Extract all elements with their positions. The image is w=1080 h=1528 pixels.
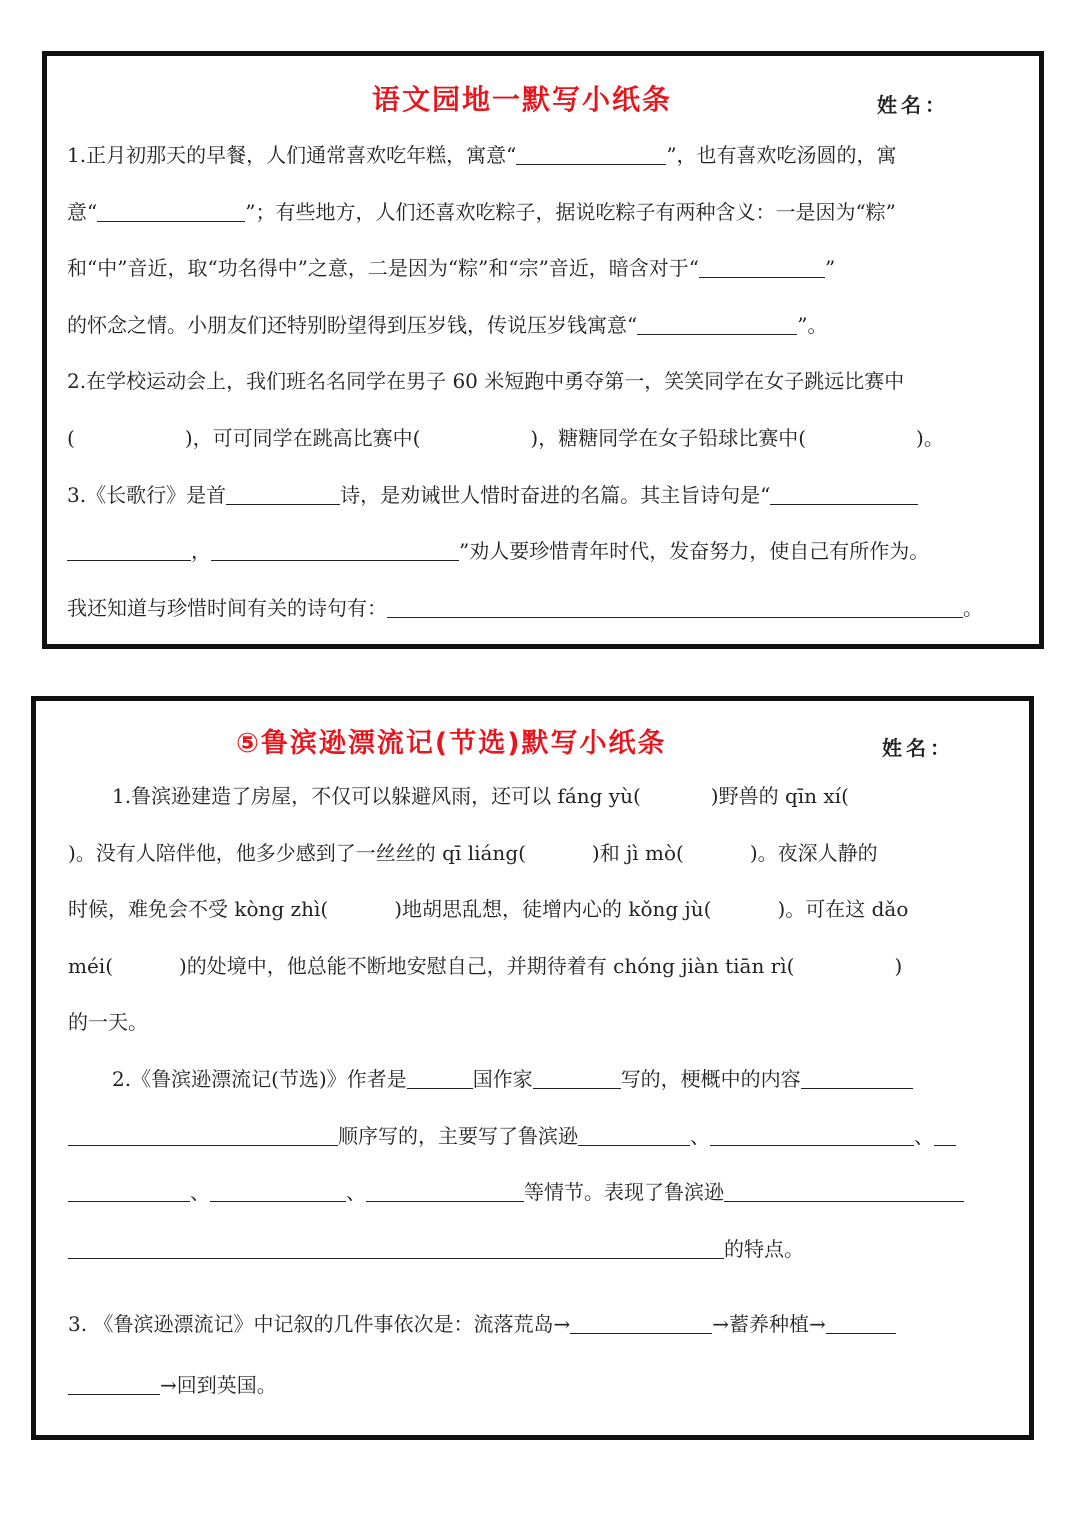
answer-blank[interactable] xyxy=(724,1179,964,1202)
answer-blank[interactable] xyxy=(68,1236,724,1259)
answer-blank[interactable] xyxy=(68,1123,338,1146)
card-2-q1-line-2: )。没有人陪伴他，他多少感到了一丝丝的 qī liáng( )和 jì mò( )。夜深人静的 xyxy=(68,841,878,865)
answer-blank[interactable] xyxy=(578,1123,690,1146)
answer-blank[interactable] xyxy=(366,1179,524,1202)
card-1-title: 语文园地一默写小纸条 xyxy=(372,83,673,116)
answer-blank[interactable] xyxy=(710,1123,914,1146)
card-1-q1-line-1: 1.正月初那天的早餐，人们通常喜欢吃年糕，寓意“ ”，也有喜欢吃汤圆的，寓 xyxy=(67,143,897,167)
answer-blank[interactable] xyxy=(516,142,666,165)
answer-blank[interactable] xyxy=(226,482,340,505)
card-1-q1-line-3: 和“中”音近，取“功名得中”之意，二是因为“粽”和“宗”音近，暗含对于“ ” xyxy=(67,256,836,280)
answer-blank[interactable] xyxy=(570,1311,712,1334)
dictation-card-1 xyxy=(42,51,1044,649)
card-1-q1-line-4: 的怀念之情。小朋友们还特别盼望得到压岁钱，传说压岁钱寓意“ ”。 xyxy=(67,313,828,337)
card-1-q1-line-2: 意“ ”；有些地方，人们还喜欢吃粽子，据说吃粽子有两种含义：一是因为“粽” xyxy=(67,200,896,224)
card-2-title: ⑤鲁滨逊漂流记(节选)默写小纸条 xyxy=(236,728,667,759)
answer-blank[interactable] xyxy=(68,1372,160,1395)
dictation-card-2 xyxy=(31,696,1034,1440)
answer-blank[interactable] xyxy=(387,595,963,618)
card-2-q2-line-3: 、 、 等情节。表现了鲁滨逊 xyxy=(68,1177,964,1207)
card-1-q3-line-2: ， ”劝人要珍惜青年时代，发奋努力，使自己有所作为。 xyxy=(67,536,929,566)
card-2-q2-line-1: 2.《鲁滨逊漂流记(节选)》作者是 国作家 写的，梗概中的内容 xyxy=(112,1064,913,1094)
answer-blank[interactable] xyxy=(67,538,191,561)
answer-blank[interactable] xyxy=(533,1066,621,1089)
answer-blank[interactable] xyxy=(934,1123,956,1146)
card-1-q3-line-3: 我还知道与珍惜时间有关的诗句有： 。 xyxy=(67,596,983,620)
answer-blank[interactable] xyxy=(699,255,825,278)
answer-blank[interactable] xyxy=(770,482,918,505)
answer-blank[interactable] xyxy=(826,1311,896,1334)
card-2-q1-line-3: 时候，难免会不受 kòng zhì( )地胡思乱想，徒增内心的 kǒng jù( )。可在这 dǎo xyxy=(68,897,909,921)
card-2-q2-line-2: 顺序写的，主要写了鲁滨逊 、 、 xyxy=(68,1121,956,1151)
card-2-q2-line-4: 的特点。 xyxy=(68,1234,804,1264)
answer-blank[interactable] xyxy=(211,538,459,561)
answer-blank[interactable] xyxy=(210,1179,346,1202)
card-2-q1-line-4: méi( )的处境中，他总能不断地安慰自己，并期待着有 chóng jiàn tiān rì( ) xyxy=(68,954,903,978)
answer-blank[interactable] xyxy=(637,312,797,335)
answer-blank[interactable] xyxy=(801,1066,913,1089)
card-1-q3-line-1: 3.《长歌行》是首 诗，是劝诫世人惜时奋进的名篇。其主旨诗句是“ xyxy=(67,480,918,510)
card-1-q2-line-1: 2.在学校运动会上，我们班名名同学在男子 60 米短跑中勇夺第一，笑笑同学在女子跳远比赛中 xyxy=(67,369,905,393)
card-2-q3-line-1: 3. 《鲁滨逊漂流记》中记叙的几件事依次是：流落荒岛→ →蓄养种植→ xyxy=(68,1309,896,1339)
answer-blank[interactable] xyxy=(68,1179,190,1202)
answer-blank[interactable] xyxy=(407,1066,473,1089)
card-2-q1-line-1: 1.鲁滨逊建造了房屋，不仅可以躲避风雨，还可以 fáng yù( )野兽的 qīn xí( xyxy=(112,784,849,808)
card-2-name-label: 姓名： xyxy=(882,736,954,760)
card-1-name-label: 姓名： xyxy=(877,93,949,117)
answer-blank[interactable] xyxy=(97,199,245,222)
card-2-q3-line-2: →回到英国。 xyxy=(68,1370,277,1400)
card-1-q2-line-2: ( )，可可同学在跳高比赛中( )，糖糖同学在女子铅球比赛中( )。 xyxy=(67,426,944,450)
card-2-q1-line-5: 的一天。 xyxy=(68,1010,148,1034)
